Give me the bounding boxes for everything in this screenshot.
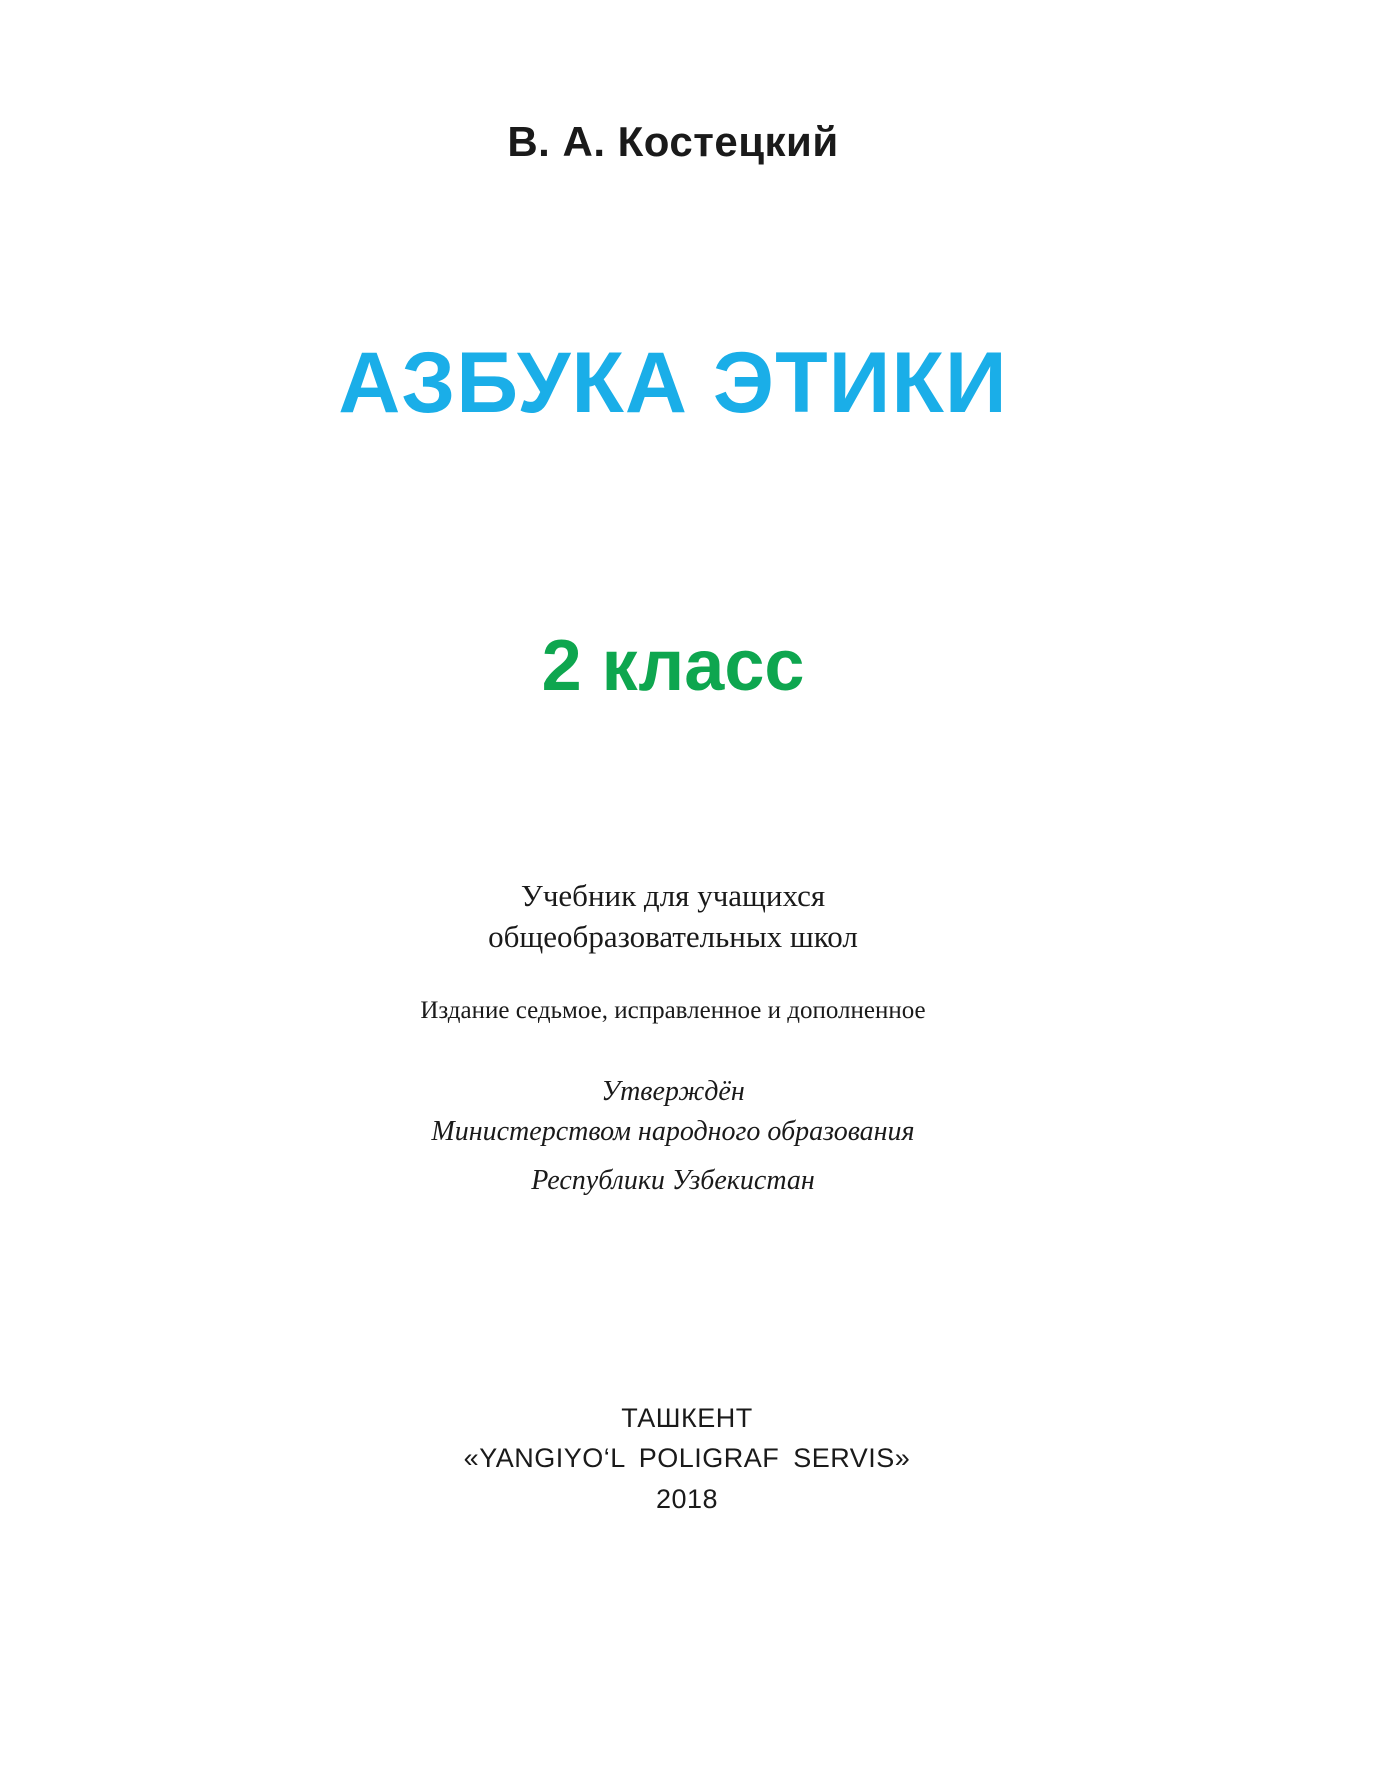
subtitle-line-2: общеобразовательных школ — [488, 919, 858, 954]
subtitle-line-1: Учебник для учащихся — [520, 878, 826, 913]
edition-note: Издание седьмое, исправленное и дополненное — [420, 997, 926, 1024]
book-title: АЗБУКА ЭТИКИ — [338, 335, 1008, 431]
approval-line-1: Утверждён — [601, 1076, 745, 1107]
imprint-publisher: «YANGIYO‘L POLIGRAF SERVIS» — [463, 1443, 911, 1473]
imprint-year: 2018 — [655, 1484, 719, 1514]
imprint-city: ТАШКЕНТ — [621, 1403, 753, 1433]
approval-line-3: Республики Узбекистан — [531, 1165, 815, 1196]
approval-line-2: Министерством народного образования — [431, 1116, 915, 1147]
grade-label: 2 класс — [541, 626, 805, 706]
author-name: В. А. Костецкий — [507, 118, 839, 165]
